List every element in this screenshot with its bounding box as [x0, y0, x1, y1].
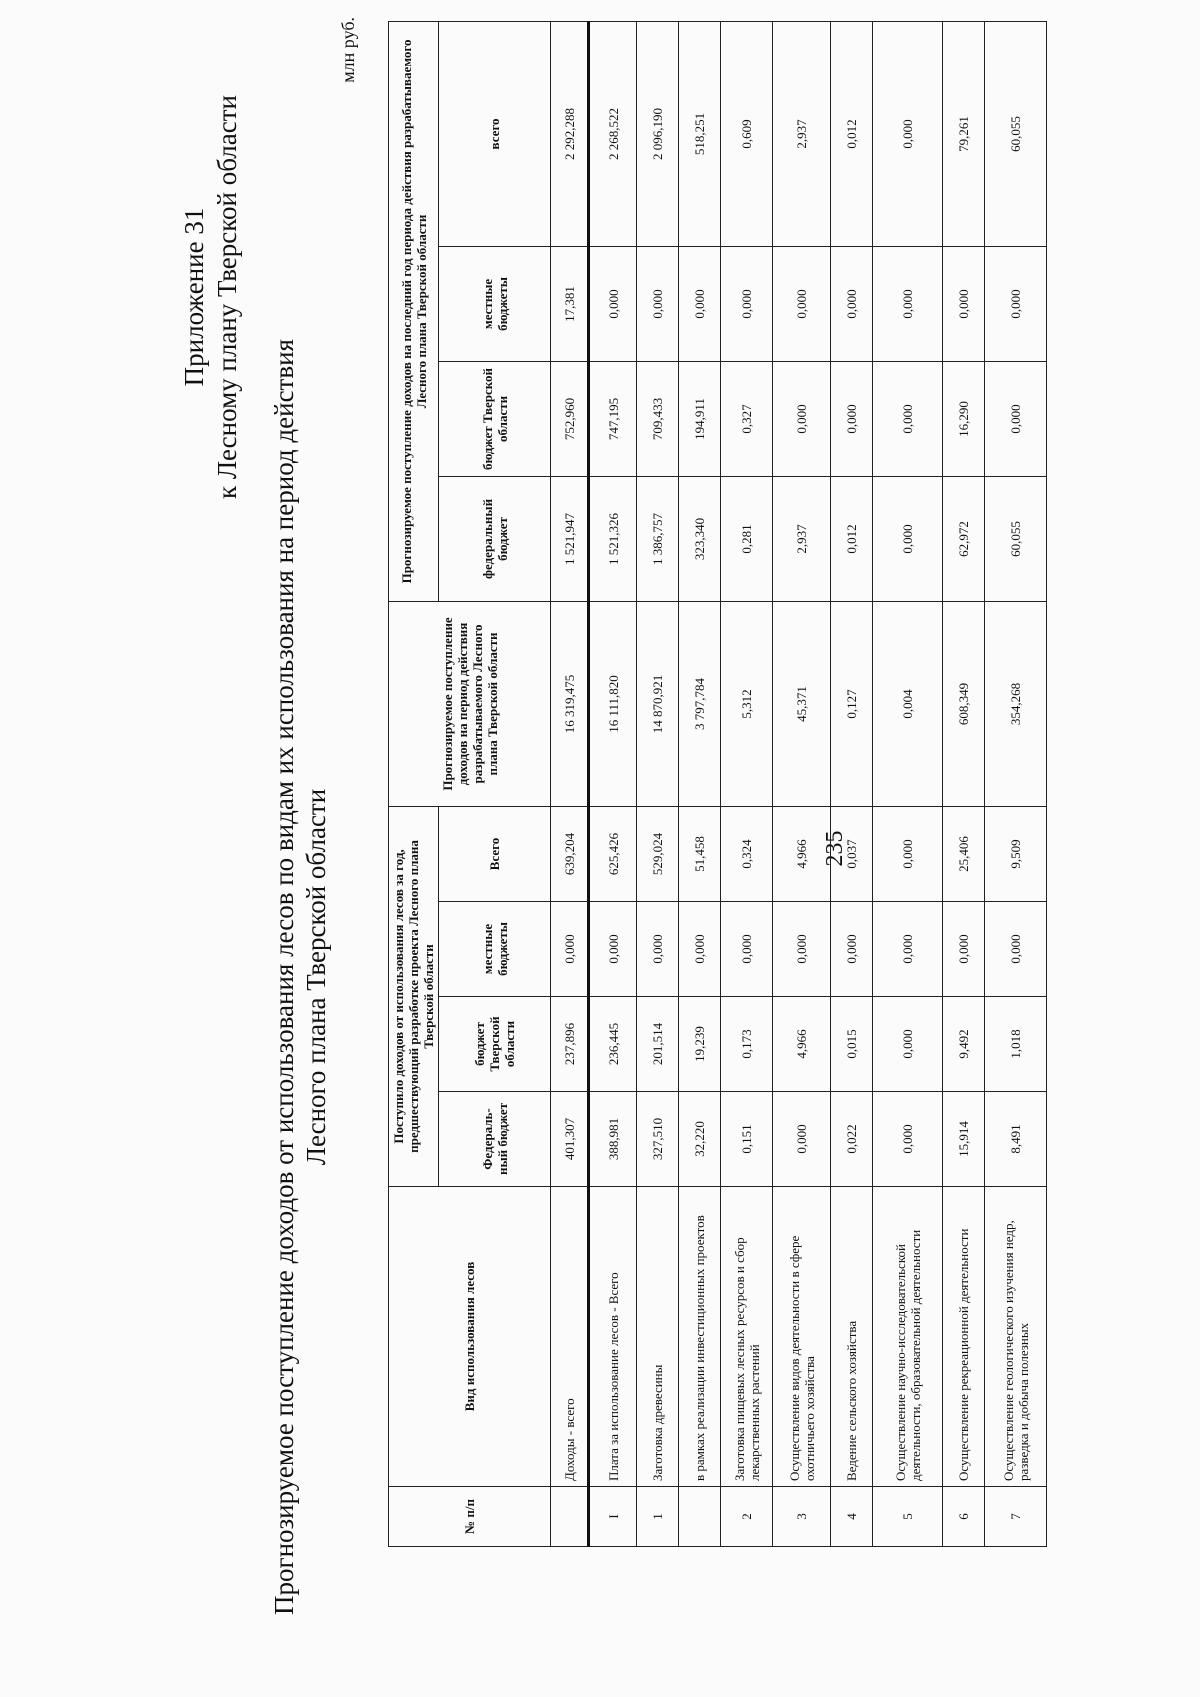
row-number: 6	[943, 1487, 985, 1547]
row-number: 4	[831, 1487, 873, 1547]
cell-prev-federal: 8,491	[985, 1092, 1047, 1187]
header-prev-total: Всего	[439, 806, 551, 901]
table-row	[985, 21, 1047, 1546]
cell-last-federal: 1 386,757	[637, 476, 679, 601]
header-last-regional: бюджет Тверской области	[439, 361, 551, 476]
cell-last-regional: 194,911	[679, 361, 721, 476]
row-number	[679, 1487, 721, 1547]
row-kind: Плата за использование лесов - Всего	[589, 1187, 637, 1487]
header-last-total: всего	[439, 21, 551, 246]
header-group-forecast: Прогнозируемое поступление доходов на период действия разрабатываемого Лесного плана Тверской области	[389, 601, 551, 806]
cell-forecast-total: 14 870,921	[637, 601, 679, 806]
cell-forecast-total: 608,349	[943, 601, 985, 806]
title-line-2: Лесного плана Тверской области	[301, 788, 331, 1166]
cell-prev-local: 0,000	[873, 902, 943, 997]
cell-last-local: 17,381	[551, 246, 589, 361]
cell-last-regional: 0,327	[721, 361, 773, 476]
row-number: I	[589, 1487, 637, 1547]
cell-prev-regional: 19,239	[679, 997, 721, 1092]
cell-last-federal: 323,340	[679, 476, 721, 601]
cell-forecast-total: 0,127	[831, 601, 873, 806]
cell-prev-local: 0,000	[551, 902, 589, 997]
cell-last-regional: 752,960	[551, 361, 589, 476]
cell-prev-federal: 388,981	[589, 1092, 637, 1187]
cell-prev-federal: 0,151	[721, 1092, 773, 1187]
cell-last-regional: 0,000	[773, 361, 831, 476]
table-body	[551, 21, 1047, 1546]
cell-prev-local: 0,000	[943, 902, 985, 997]
cell-last-total: 2 268,522	[589, 21, 637, 246]
row-kind: Заготовка древесины	[637, 1187, 679, 1487]
cell-last-federal: 0,000	[873, 476, 943, 601]
cell-prev-local: 0,000	[831, 902, 873, 997]
cell-prev-federal: 0,022	[831, 1092, 873, 1187]
cell-prev-local: 0,000	[773, 902, 831, 997]
page-number: 235	[822, 830, 848, 867]
cell-prev-local: 0,000	[589, 902, 637, 997]
cell-last-local: 0,000	[589, 246, 637, 361]
cell-last-federal: 62,972	[943, 476, 985, 601]
cell-prev-local: 0,000	[637, 902, 679, 997]
table-row	[831, 21, 873, 1546]
cell-forecast-total: 3 797,784	[679, 601, 721, 806]
cell-prev-total: 0,324	[721, 806, 773, 901]
cell-last-regional: 16,290	[943, 361, 985, 476]
cell-last-local: 0,000	[985, 246, 1047, 361]
appendix-line-2: к Лесному плану Тверской области	[212, 95, 242, 499]
cell-forecast-total: 45,371	[773, 601, 831, 806]
unit-label: млн руб.	[338, 17, 358, 83]
cell-last-federal: 2,937	[773, 476, 831, 601]
cell-last-total: 60,055	[985, 21, 1047, 246]
appendix-heading	[178, 37, 244, 557]
table-row	[773, 21, 831, 1546]
row-kind: Осуществление научно-исследовательской деятельности, образовательной деятельности	[873, 1187, 943, 1487]
cell-last-federal: 60,055	[985, 476, 1047, 601]
cell-prev-federal: 0,000	[773, 1092, 831, 1187]
cell-prev-total: 639,204	[551, 806, 589, 901]
header-prev-local: местные бюджеты	[439, 902, 551, 997]
cell-prev-regional: 236,445	[589, 997, 637, 1092]
row-kind: Осуществление рекреационной деятельности	[943, 1187, 985, 1487]
cell-prev-total: 0,037	[831, 806, 873, 901]
appendix-line-1: Приложение 31	[179, 207, 209, 387]
cell-prev-federal: 327,510	[637, 1092, 679, 1187]
cell-prev-regional: 0,015	[831, 997, 873, 1092]
header-last-federal: федеральный бюджет	[439, 476, 551, 601]
cell-prev-regional: 0,000	[873, 997, 943, 1092]
header-kind: Вид использования лесов	[389, 1187, 551, 1487]
cell-last-total: 0,012	[831, 21, 873, 246]
cell-last-total: 2,937	[773, 21, 831, 246]
cell-prev-regional: 4,966	[773, 997, 831, 1092]
table-row	[943, 21, 985, 1546]
cell-last-local: 0,000	[943, 246, 985, 361]
cell-last-regional: 0,000	[873, 361, 943, 476]
cell-forecast-total: 16 111,820	[589, 601, 637, 806]
cell-last-local: 0,000	[637, 246, 679, 361]
cell-prev-total: 9,509	[985, 806, 1047, 901]
row-number: 7	[985, 1487, 1047, 1547]
cell-prev-total: 625,426	[589, 806, 637, 901]
cell-last-local: 0,000	[721, 246, 773, 361]
document-title	[268, 317, 332, 1637]
cell-last-local: 0,000	[873, 246, 943, 361]
header-group-prev-year: Поступило доходов от использования лесов за год, предшествующий разработке проекта Лесного плана Тверской области	[389, 806, 439, 1186]
row-kind: в рамках реализации инвестиционных проектов	[679, 1187, 721, 1487]
cell-last-total: 0,000	[873, 21, 943, 246]
cell-last-local: 0,000	[773, 246, 831, 361]
cell-prev-local: 0,000	[721, 902, 773, 997]
cell-prev-local: 0,000	[679, 902, 721, 997]
cell-last-total: 0,609	[721, 21, 773, 246]
row-kind: Осуществление геологического изучения недр, разведка и добыча полезных	[985, 1187, 1047, 1487]
cell-forecast-total: 16 319,475	[551, 601, 589, 806]
cell-last-regional: 0,000	[831, 361, 873, 476]
cell-prev-total: 0,000	[873, 806, 943, 901]
row-number: 2	[721, 1487, 773, 1547]
header-prev-federal: Федераль-ный бюджет	[439, 1092, 551, 1187]
cell-forecast-total: 354,268	[985, 601, 1047, 806]
cell-last-regional: 709,433	[637, 361, 679, 476]
cell-prev-local: 0,000	[985, 902, 1047, 997]
cell-last-federal: 0,012	[831, 476, 873, 601]
cell-last-local: 0,000	[679, 246, 721, 361]
cell-prev-total: 4,966	[773, 806, 831, 901]
header-last-local: местные бюджеты	[439, 246, 551, 361]
cell-last-total: 79,261	[943, 21, 985, 246]
title-line-1: Прогнозируемое поступление доходов от использования лесов по видам их использования на период действия	[269, 339, 299, 1615]
row-kind: Ведение сельского хозяйства	[831, 1187, 873, 1487]
cell-prev-regional: 1,018	[985, 997, 1047, 1092]
table-row	[679, 21, 721, 1546]
cell-forecast-total: 0,004	[873, 601, 943, 806]
cell-last-local: 0,000	[831, 246, 873, 361]
header-group-last-year: Прогнозируемое поступление доходов на последний год периода действия разрабатываемого Лесного плана Тверской области	[389, 21, 439, 601]
header-row-groups	[389, 21, 439, 1546]
cell-prev-federal: 0,000	[873, 1092, 943, 1187]
cell-last-total: 2 292,288	[551, 21, 589, 246]
cell-last-federal: 1 521,947	[551, 476, 589, 601]
row-number: 1	[637, 1487, 679, 1547]
cell-prev-regional: 0,173	[721, 997, 773, 1092]
cell-prev-federal: 401,307	[551, 1092, 589, 1187]
cell-last-regional: 747,195	[589, 361, 637, 476]
row-number: 3	[773, 1487, 831, 1547]
row-kind: Осуществление видов деятельности в сфере охотничьего хозяйства	[773, 1187, 831, 1487]
cell-last-regional: 0,000	[985, 361, 1047, 476]
header-prev-regional: бюджет Тверской области	[439, 997, 551, 1092]
table-row	[721, 21, 773, 1546]
table-row	[551, 21, 589, 1546]
cell-prev-regional: 237,896	[551, 997, 589, 1092]
cell-last-total: 2 096,190	[637, 21, 679, 246]
row-kind: Доходы - всего	[551, 1187, 589, 1487]
row-number: 5	[873, 1487, 943, 1547]
cell-prev-federal: 15,914	[943, 1092, 985, 1187]
cell-prev-total: 51,458	[679, 806, 721, 901]
cell-last-federal: 1 521,326	[589, 476, 637, 601]
cell-last-federal: 0,281	[721, 476, 773, 601]
table-row	[589, 21, 637, 1546]
cell-last-total: 518,251	[679, 21, 721, 246]
cell-prev-regional: 9,492	[943, 997, 985, 1092]
header-num: № п/п	[389, 1487, 551, 1547]
cell-prev-total: 529,024	[637, 806, 679, 901]
row-number	[551, 1487, 589, 1547]
cell-prev-total: 25,406	[943, 806, 985, 901]
cell-forecast-total: 5,312	[721, 601, 773, 806]
cell-prev-federal: 32,220	[679, 1092, 721, 1187]
row-kind: Заготовка пищевых лесных ресурсов и сбор лекарственных растений	[721, 1187, 773, 1487]
revenue-table	[388, 21, 1047, 1547]
cell-prev-regional: 201,514	[637, 997, 679, 1092]
table-row	[873, 21, 943, 1546]
table-row	[637, 21, 679, 1546]
